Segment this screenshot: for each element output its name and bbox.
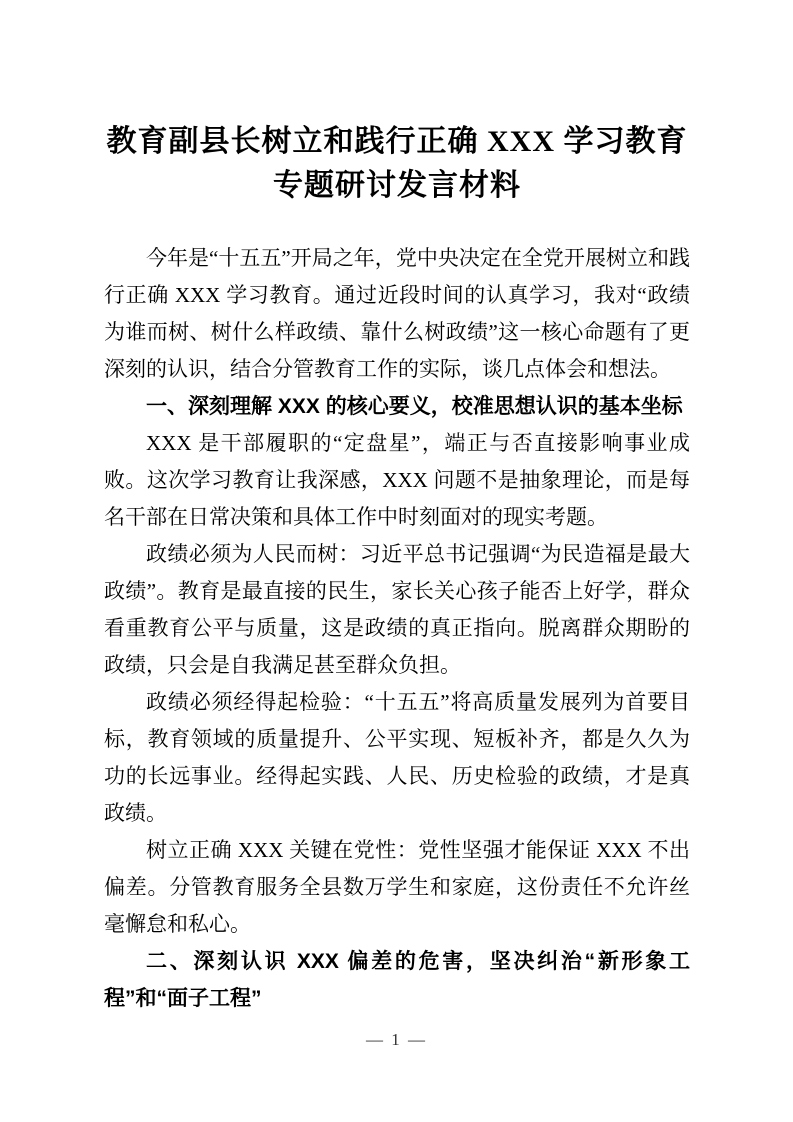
body-paragraph: 政绩必须经得起检验：“十五五”将高质量发展列为首要目标，教育领域的质量提升、公平实现、短板补齐，都是久久为功的长远事业。经得起实践、人民、历史检验的政绩，才是真政绩。 bbox=[104, 690, 690, 825]
document-title: 教育副县长树立和践行正确 XXX 学习教育专题研讨发言材料 bbox=[106, 125, 688, 202]
body-paragraph: 树立正确 XXX 关键在党性：党性坚强才能保证 XXX 不出偏差。分管教育服务全县数万学生和家庭，这份责任不允许丝毫懈怠和私心。 bbox=[104, 838, 690, 936]
body-paragraph: XXX 是干部履职的“定盘星”，端正与否直接影响事业成败。这次学习教育让我深感，XXX 问题不是抽象理论，而是每名干部在日常决策和具体工作中时刻面对的现实考题。 bbox=[104, 431, 690, 529]
document-body bbox=[104, 240, 690, 1017]
body-paragraph: 政绩必须为人民而树：习近平总书记强调“为民造福是最大政绩”。教育是最直接的民生，家长关心孩子能否上好学，群众看重教育公平与质量，这是政绩的真正指向。脱离群众期盼的政绩，只会是自我满足甚至群众负担。 bbox=[104, 542, 690, 677]
section-heading: 一、深刻理解 XXX 的核心要义，校准思想认识的基本坐标 bbox=[146, 395, 683, 418]
section-heading: 二、深刻认识 XXX 偏差的危害，坚决纠治“新形象工程”和“面子工程” bbox=[104, 950, 690, 1010]
page-number: — 1 — bbox=[366, 1030, 427, 1049]
document-content bbox=[104, 120, 690, 1017]
body-paragraph: 今年是“十五五”开局之年，党中央决定在全党开展树立和践行正确 XXX 学习教育。通过近段时间的认真学习，我对“政绩为谁而树、树什么样政绩、靠什么树政绩”这一核心命题有了更深刻的认识，结合分管教育工作的实际，谈几点体会和想法。 bbox=[104, 246, 690, 381]
